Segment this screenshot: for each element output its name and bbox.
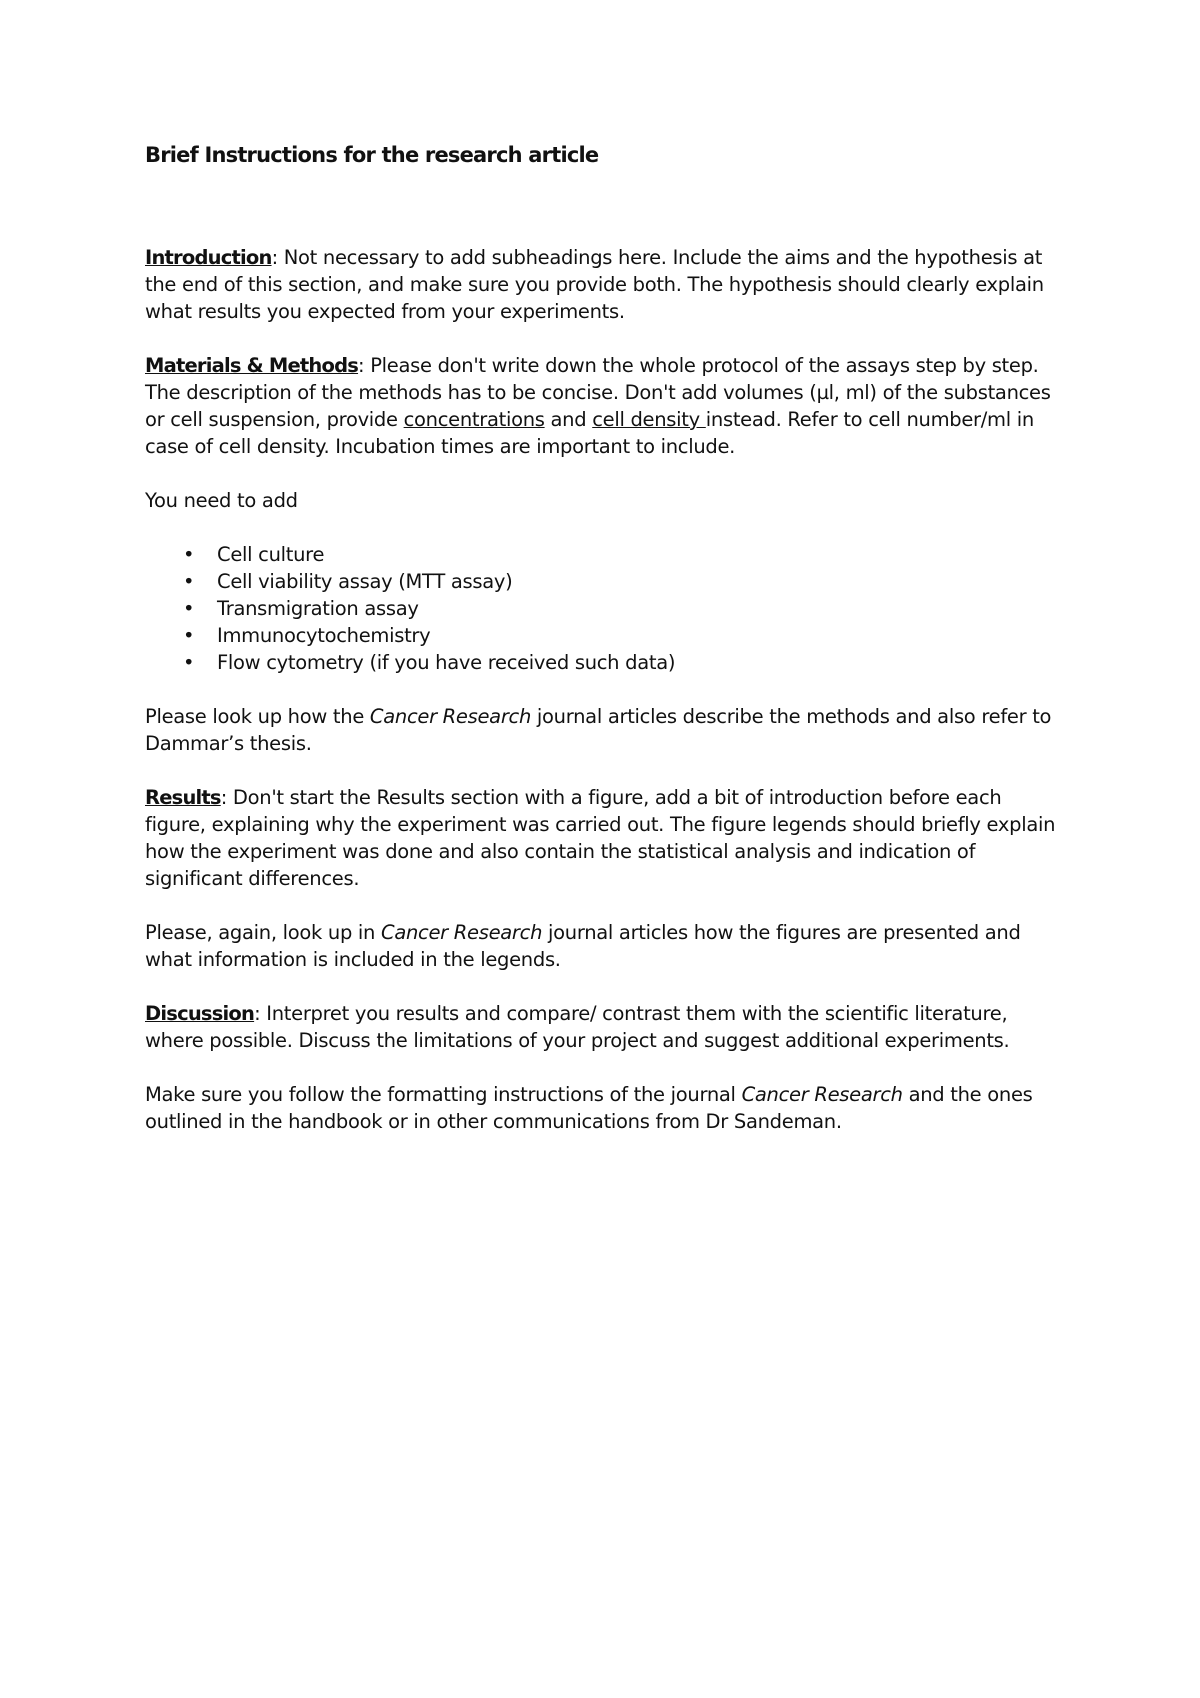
list-item [145, 649, 1065, 676]
list-item-text: Flow cytometry (if you have received such data) [217, 651, 676, 674]
document-page [145, 140, 1065, 1162]
lookup-methods-text-2: journal articles describe the methods and also refer to Dammar’s thesis. [145, 705, 1052, 755]
list-item-text: Cell viability assay (MTT assay) [217, 570, 513, 593]
bullet-icon: • [183, 570, 195, 593]
methods-text-3: instead. Refer to cell number/ml in case of cell density. Incubation times are important to include. [145, 408, 1034, 458]
introduction-text: : Not necessary to add subheadings here. Include the aims and the hypothesis at the end of this section, and make sure you provide both. The hypothesis should clearly explain what results you expected from your experiments. [145, 246, 1044, 323]
list-item-text: Immunocytochemistry [217, 624, 431, 647]
discussion-text: : Interpret you results and compare/ contrast them with the scientific literature, where possible. Discuss the limitations of your project and suggest additional experiments. [145, 1002, 1010, 1052]
journal-name: Cancer Research [741, 1083, 903, 1106]
formatting-text-1: Make sure you follow the formatting instructions of the journal [145, 1083, 742, 1106]
cell-density-underlined: cell density [592, 408, 706, 431]
lookup-methods-text-1: Please look up how the [145, 705, 370, 728]
list-item-text: Cell culture [217, 543, 325, 566]
lookup-methods-paragraph [145, 703, 1065, 757]
lookup-figures-text-1: Please, again, look up in [145, 921, 382, 944]
journal-name: Cancer Research [369, 705, 532, 728]
list-item [145, 622, 1065, 649]
list-item [145, 568, 1065, 595]
title-spacer [145, 170, 1065, 244]
lookup-figures-paragraph [145, 919, 1065, 973]
concentrations-underlined: concentrations [403, 408, 545, 431]
formatting-text-2: and the ones outlined in the handbook or in other communications from Dr Sandeman. [145, 1083, 1033, 1133]
results-text: : Don't start the Results section with a figure, add a bit of introduction before each figure, explaining why the experiment was carried out. The figure legends should briefly explain how the experiment was done and also contain the statistical analysis and indication of significant differences. [145, 786, 1056, 890]
bullet-icon: • [183, 543, 195, 566]
list-item-text: Transmigration assay [217, 597, 419, 620]
document-title: Brief Instructions for the research article [145, 143, 599, 167]
results-paragraph [145, 784, 1065, 892]
introduction-paragraph [145, 244, 1065, 325]
methods-heading: Materials & Methods [145, 354, 359, 377]
formatting-paragraph [145, 1081, 1065, 1135]
methods-text-2: and [544, 408, 593, 431]
discussion-heading: Discussion [145, 1002, 255, 1025]
methods-paragraph [145, 352, 1065, 460]
introduction-heading: Introduction [145, 246, 272, 269]
list-item [145, 541, 1065, 568]
bullet-icon: • [183, 624, 195, 647]
lookup-figures-text-2: journal articles how the figures are presented and what information is included in the legends. [145, 921, 1021, 971]
need-to-add-paragraph: You need to add [145, 489, 298, 512]
discussion-paragraph [145, 1000, 1065, 1054]
bullet-icon: • [183, 651, 195, 674]
methods-text-1: : Please don't write down the whole protocol of the assays step by step. The description of the methods has to be concise. Don't add volumes (µl, ml) of the substances or cell suspension, provide [145, 354, 1051, 431]
bullet-icon: • [183, 597, 195, 620]
results-heading: Results [145, 786, 221, 809]
methods-list [145, 541, 1065, 676]
list-item [145, 595, 1065, 622]
journal-name: Cancer Research [381, 921, 543, 944]
